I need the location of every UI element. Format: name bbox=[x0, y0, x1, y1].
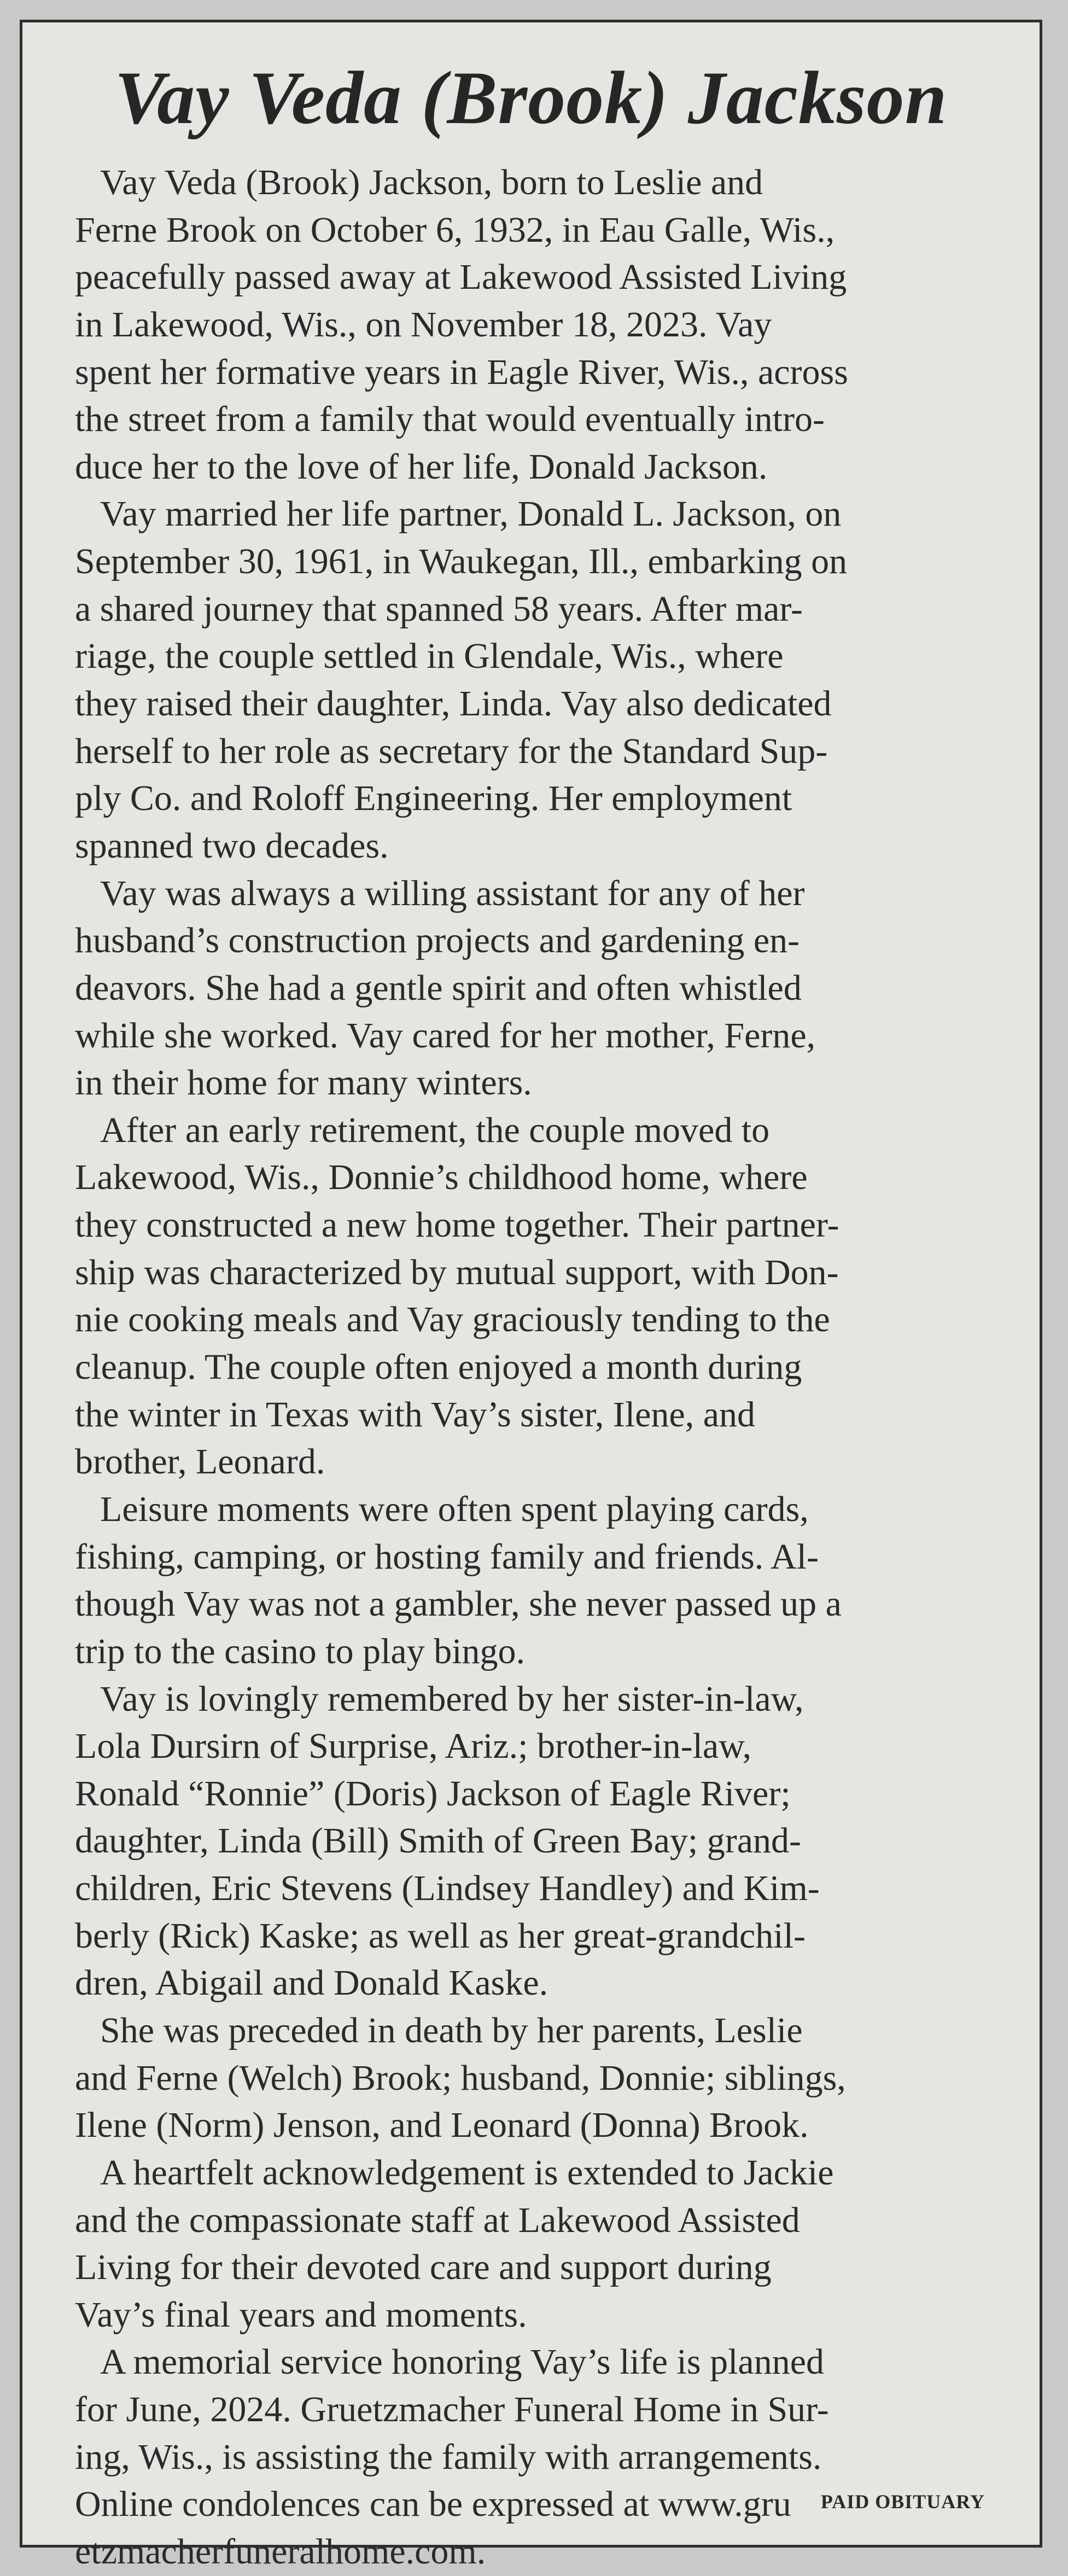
text-line: She was preceded in death by her parents, Leslie bbox=[100, 2010, 803, 2050]
text-line: Ferne Brook on October 6, 1932, in Eau Galle, Wis., bbox=[75, 209, 835, 250]
text-line: and the compassionate staff at Lakewood Assisted bbox=[75, 2200, 800, 2240]
text-line: the street from a family that would eventually intro- bbox=[75, 399, 825, 440]
text-line: riage, the couple settled in Glendale, Wis., where bbox=[75, 636, 784, 677]
text-line: dren, Abigail and Donald Kaske. bbox=[75, 1963, 548, 2003]
text-line: and Ferne (Welch) Brook; husband, Donnie; siblings, bbox=[75, 2058, 846, 2098]
text-line: Vay is lovingly remembered by her sister-in-law, bbox=[100, 1679, 804, 1719]
text-line: in Lakewood, Wis., on November 18, 2023. Vay bbox=[75, 304, 772, 345]
text-line: for June, 2024. Gruetzmacher Funeral Home in Sur- bbox=[75, 2389, 829, 2430]
text-line: berly (Rick) Kaske; as well as her great-grandchil- bbox=[75, 1915, 806, 1956]
text-line: peacefully passed away at Lakewood Assisted Living bbox=[75, 257, 847, 298]
text-line: they constructed a new home together. Their partner- bbox=[75, 1205, 839, 1245]
text-line: a shared journey that spanned 58 years. After mar- bbox=[75, 588, 803, 629]
text-line: Living for their devoted care and support during bbox=[75, 2247, 772, 2288]
text-line: Ilene (Norm) Jenson, and Leonard (Donna) Brook. bbox=[75, 2105, 809, 2146]
text-line: husband’s construction projects and gardening en- bbox=[75, 920, 800, 961]
text-line: duce her to the love of her life, Donald Jackson. bbox=[75, 446, 768, 487]
text-line: they raised their daughter, Linda. Vay also dedicated bbox=[75, 684, 832, 724]
text-line: After an early retirement, the couple moved to bbox=[100, 1110, 770, 1150]
text-line: children, Eric Stevens (Lindsey Handley) and Kim- bbox=[75, 1868, 820, 1909]
text-line: deavors. She had a gentle spirit and often whistled bbox=[75, 968, 802, 1008]
text-line: herself to her role as secretary for the Standard Sup- bbox=[75, 731, 828, 771]
text-line: Lola Dursirn of Surprise, Ariz.; brother-in-law, bbox=[75, 1726, 752, 1767]
text-line: the winter in Texas with Vay’s sister, Ilene, and bbox=[75, 1394, 756, 1435]
text-line: ply Co. and Roloff Engineering. Her employment bbox=[75, 778, 792, 819]
paid-obituary-label: PAID OBITUARY bbox=[820, 2491, 985, 2513]
text-line: though Vay was not a gambler, she never passed up a bbox=[75, 1584, 842, 1624]
text-line: Vay was always a willing assistant for any of her bbox=[100, 873, 805, 913]
text-line: cleanup. The couple often enjoyed a month during bbox=[75, 1347, 802, 1388]
text-line: ing, Wis., is assisting the family with arrangements. bbox=[75, 2437, 822, 2477]
text-line: nie cooking meals and Vay graciously tending to the bbox=[75, 1299, 830, 1340]
text-line: in their home for many winters. bbox=[75, 1063, 532, 1103]
text-line: A memorial service honoring Vay’s life is planned bbox=[100, 2342, 824, 2382]
text-line: Vay’s final years and moments. bbox=[75, 2294, 527, 2335]
text-line: trip to the casino to play bingo. bbox=[75, 1631, 526, 1671]
text-line: brother, Leonard. bbox=[75, 1442, 325, 1482]
text-line: ship was characterized by mutual support, with Don- bbox=[75, 1252, 839, 1292]
text-line: spanned two decades. bbox=[75, 825, 389, 866]
text-line: Online condolences can be expressed at www.gru bbox=[75, 2484, 791, 2525]
text-line: Leisure moments were often spent playing cards, bbox=[100, 1489, 809, 1529]
text-line: spent her formative years in Eagle River, Wis., across bbox=[75, 352, 848, 392]
text-line: Vay married her life partner, Donald L. Jackson, on bbox=[100, 494, 842, 534]
text-line: September 30, 1961, in Waukegan, Ill., embarking on bbox=[75, 541, 848, 582]
text-line: Lakewood, Wis., Donnie’s childhood home, where bbox=[75, 1157, 808, 1198]
text-line: etzmacherfuneralhome.com. bbox=[75, 2532, 486, 2572]
text-line: Vay Veda (Brook) Jackson, born to Leslie and bbox=[100, 162, 763, 202]
obituary-title: Vay Veda (Brook) Jackson bbox=[114, 56, 948, 139]
text-line: Ronald “Ronnie” (Doris) Jackson of Eagle River; bbox=[75, 1773, 791, 1814]
text-line: A heartfelt acknowledgement is extended to Jackie bbox=[100, 2152, 834, 2193]
obituary-clipping bbox=[20, 20, 1042, 2572]
obituary-body bbox=[75, 159, 1026, 2576]
text-line: daughter, Linda (Bill) Smith of Green Bay; grand- bbox=[75, 1821, 802, 1861]
text-line: fishing, camping, or hosting family and friends. Al- bbox=[75, 1536, 819, 1577]
text-line: while she worked. Vay cared for her mother, Ferne, bbox=[75, 1015, 816, 1056]
